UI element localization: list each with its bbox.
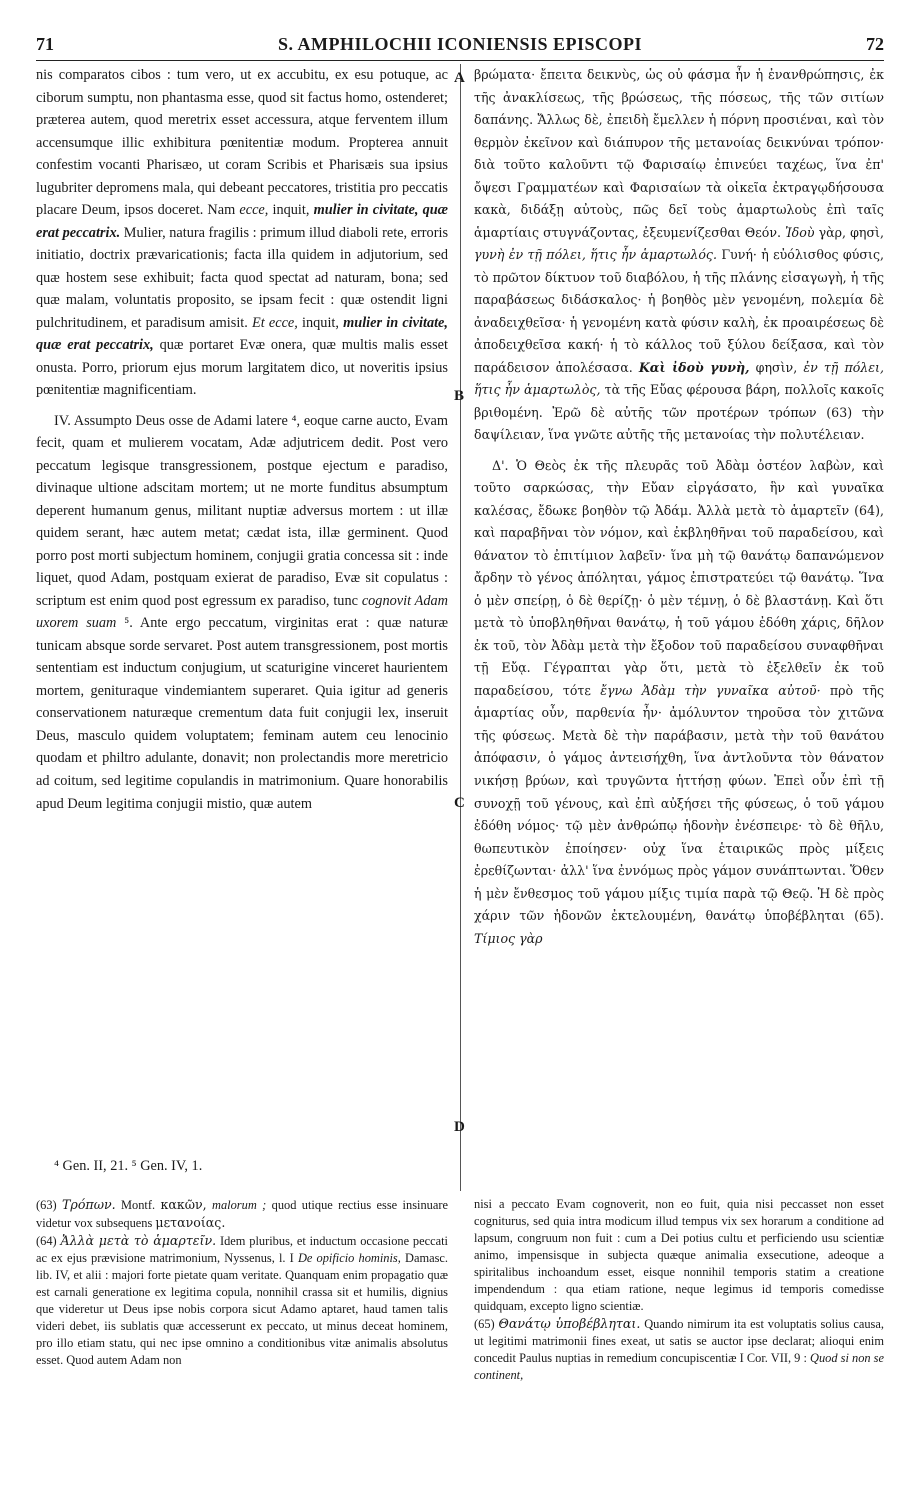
note-65: (65) Θανάτῳ ὑποβέβληται. Quando nimirum ita est voluptatis solius causa, ut legitimi matrimonii fines exeat, ut satis se auctor ipse declarat; alioqui enim concedit Paulus nuptias in remedium concupiscentiæ I Cor. VII, 9 : Quod si non se continent, [474, 1316, 885, 1382]
margin-letter-b: B [454, 388, 465, 404]
notes-left [36, 1196, 448, 1369]
header-rule [36, 60, 884, 61]
latin-paragraph-1: nis comparatos cibos : tum vero, ut ex accubitu, ex esu potuque, ac ciborum sumptu, non phantasma esse, quod sit factus homo, ostenderet; præterea autem, quod meretrix esset accessura, atque ferventem illum accensumque illic exhibitura pœnitentiæ modum. Propterea annuit confestim vocanti Pharisæo, ut coram Scribis et Pharisæis sua ipsius lugubriter depromens mala, qui debeant peccatores, tristitia pro peccatis placare Deum, ipsos doceret. Nam ecce, inquit, mulier in civitate, quæ erat peccatrix. Mulier, natura fragilis : primum illud diaboli rete, erroris initiatio, doctrix prævaricationis; facta illa quidem in adjutorium, sed quæ hostem sese exhibuit; facta quod spectat ad naturam, bona; sed quæ malam, voluntatis proposito, se ipsam fecit : quæ ostendit ligni pulchritudinem, et paradisum amisit. Et ecce, inquit, mulier in civitate, quæ erat peccatrix, quæ portaret Evæ onera, quæ multis malis esset onusta. Porro, priorum ejus morum largitatem dico, ut noveritis ipsius pœnitentiæ magnificentiam. [36, 67, 449, 399]
page-number-left: 71 [36, 34, 54, 54]
margin-letter-c: C [454, 795, 465, 811]
running-title: S. AMPHILOCHII ICONIENSIS EPISCOPI [277, 34, 643, 54]
page-number-right: 72 [866, 34, 884, 54]
latin-column [36, 64, 448, 815]
column-divider [460, 64, 461, 1191]
bible-references: ⁴ Gen. II, 21. ⁵ Gen. IV, 1. [54, 1158, 203, 1174]
notes-right [474, 1196, 884, 1384]
note-64-continued: nisi a peccato Evam cognoverit, non eo fuit, quia nisi peccasset non esset cogniturus, sed quia intra modicum illud tempus vix sex horarum a conditione ad lapsum, congruum non fuit : cum a Dei potius cultu et perficiendo usu scientiæ animo, impensisque in subjecta quæque animalia exsecutione, adeoque a spiritalibus inchoandum esset, eisque nonnihil temporis statim a creatione impendendum : qua etiam ratione, neque legimus id temporis comedisse quidquam, excepto ligno scientiæ. [474, 1197, 884, 1313]
margin-letter-a: A [454, 70, 465, 86]
note-64: (64) Ἀλλὰ μετὰ τὸ ἁμαρτεῖν. Idem pluribus, et inductum occasione peccati ac ex ejus prævisione matrimonium, Nyssenus, l. I De opificio hominis, Damasc. lib. IV, et alii : majori forte pietate quam veritate. Quanquam enim propagatio quæ est carnali generatione ex legitima copula, nonnihil crassa sit et humilis, dignius que videretur ut Deus ipse nobis corpora sicut Adamo aptaret, haud tamen talis videri debet, iis sublatis quæ accesserunt ex peccato, ut minus deceat hominem, pro illo etiam statu, qui nec ipse omnino a conditionibus vitæ animalis absolutus esset. Quod autem Adam non [36, 1233, 448, 1367]
greek-column [474, 64, 884, 950]
note-63: (63) Τρόπων. Montf. κακῶν, malorum ; quod utique rectius esse insinuare videtur vox subsequens μετανοίας. [36, 1197, 448, 1230]
latin-paragraph-2: IV. Assumpto Deus osse de Adami latere ⁴, eoque carne aucto, Evam fecit, quam et mulierem vocatam, Adæ adjutricem dedit. Post vero peccatum legisque transgressionem, postque ejectum e paradiso, divinaque ultione adscitam mortem; ut ne morte funditus absumptum deperent humanum genus, militant nuptiæ adversus mortem : ut illæ quidem serant, hæc autem metat; cædat ista, illæ germinent. Quod porro post morti subjectum hominem, conjugii gratia concessa sit : inde liquet, quod Adam, postquam exierat de paradiso, Evæ sit copulatus : scriptum est enim quod post egressum ex paradiso, tunc cognovit Adam uxorem suam ⁵. Ante ergo peccatum, virginitas erat : quæ naturæ tunicam absque sorde servaret. Post autem transgressionem, post mortis sententiam est inductum conjugium, ut scaturigine vinceret haurientem mortem, genituraque vindemiantem superaret. Quia igitur ad generis conservationem naturæque crementum data fuit conjugii lex, inseruit Deus, masculo quidem voluptatem; feminam autem ceu lenocinio quodam et philtro adulante, donavit; non prolectandis more meretricio ad coitum, sed legitime copulandis in matrimonium. Quare honorabilis apud Deum legitima conjugii mistio, quæ autem [36, 412, 449, 812]
page-header [36, 34, 884, 58]
greek-paragraph-2: Δ'. Ὁ Θεὸς ἐκ τῆς πλευρᾶς τοῦ Ἀδὰμ ὀστέον λαβὼν, καὶ τοῦτο σαρκώσας, τὴν Εὔαν εἰργάσατο, ἣν καὶ γυναῖκα καλέσας, ἔδωκε βοηθὸν τῷ Ἀδάμ. Ἀλλὰ μετὰ τὸ ἁμαρτεῖν (64), καὶ παραβῆναι τὸν νόμον, καὶ ἐκβληθῆναι τοῦ παραδείσου, καὶ θάνατον τὸ ἐπιτίμιον λαβεῖν· ἵνα μὴ τῷ θανάτῳ δαπανώμενον ἄρδην τὸ γένος ἀπόληται, γάμος ἐπιστρατεύει τῷ θανάτῳ. Ἵνα ὁ μὲν σπείρῃ, ὁ δὲ θερίζῃ· ὁ μὲν τέμνῃ, ὁ δὲ βλαστάνῃ. Καὶ ὅτι μετὰ τὸ ὑποβληθῆναι θανάτῳ, ἡ τοῦ γάμου ἐδόθη χάρις, δῆλον ἐκ τοῦ, τὸν Ἀδὰμ μετὰ τὴν ἔξοδον τοῦ παραδείσου συναφθῆναι τῇ Εὔᾳ. Γέγραπται γὰρ ὅτι, μετὰ τὸ ἐξελθεῖν ἐκ τοῦ παραδείσου, τότε ἔγνω Ἀδὰμ τὴν γυναῖκα αὐτοῦ· πρὸ τῆς ἁμαρτίας οὖν, παρθενία ἦν· ἀμόλυντον τηροῦσα τὸν χιτῶνα τῆς φύσεως. Μετὰ δὲ τὴν παράβασιν, μετὰ τὴν τοῦ θανάτου ἀπόφασιν, ὁ γάμος ἀντεισήχθη, ἵνα ἀντλοῦντα τὸν θάνατον νικήσῃ βρύων, καὶ τρυγῶντα ἡττήσῃ φύων. Ἐπεὶ οὖν ἐπὶ τῇ συνοχῇ τοῦ γένους, καὶ ἐπὶ αὐξήσει τῆς φύσεως, ὁ τοῦ γάμου ἐδόθη νόμος· τῷ μὲν ἀνθρώπῳ ἡδονὴν ἐνέσπειρε· τὸ δὲ θῆλυ, θωπευτικὸν ἐποίησεν· οὐχ ἵνα ἑταιρικῶς πρὸς μίξεις ἐρεθίζωνται· ἀλλ' ἵνα ἐννόμως πρὸς γάμον συνάπτωνται. Ὅθεν ἡ μὲν ἔνθεσμος τοῦ γάμου μίξις τιμία παρὰ τῷ Θεῷ. Ἡ δὲ πρὸς χάριν τῶν ἡδονῶν ἐκτελουμένη, θανάτῳ ὑποβέβληται (65). Τίμιος γὰρ [474, 457, 885, 946]
margin-letter-d: D [454, 1119, 465, 1135]
greek-paragraph-1: βρώματα· ἔπειτα δεικνὺς, ὡς οὐ φάσμα ἦν ἡ ἐνανθρώπησις, ἐκ τῆς ἀνακλίσεως, τῆς βρώσεως, τῆς πόσεως, τῆς τῶν σιτίων δαπάνης. Ἄλλως δὲ, ἐπειδὴ ἔμελλεν ἡ πόρνη προσιέναι, καὶ τὸν θερμὸν ἐκεῖνον καὶ διάπυρον τῆς μετανοίας δεικνύναι τρόπον· διὰ τοῦτο καλοῦντι τῷ Φαρισαίῳ ἐπινεύει ταχέως, ἵνα ἐπ' ὄψεσι Γραμματέων καὶ Φαρισαίων τὰ οἰκεῖα ἐκτραγῳδήσουσα κακὰ, διδάξῃ αὐτοὺς, πῶς δεῖ τοὺς ἁμαρτωλοὺς ἐπὶ ταῖς ἁμαρτίαις στυγνάζοντας, ἐξευμενίζεσθαι Θεόν. Ἰδοὺ γὰρ, φησὶ, γυνὴ ἐν τῇ πόλει, ἥτις ἦν ἁμαρτωλός. Γυνή· ἡ εὐόλισθος φύσις, τὸ πρῶτον δίκτυον τοῦ διαβόλου, ἡ τῆς πλάνης εἰσαγωγὴ, ἡ τῆς παραβάσεως διδάσκαλος· ἡ βοηθὸς μὲν γενομένη, πολεμία δὲ ἀναδειχθεῖσα· ἡ γενομένη κατὰ φύσιν καλὴ, ἐκ προαιρέσεως δὲ ἀποδειχθεῖσα κακή· ἡ τὸ κάλλος τοῦ ξύλου δείξασα, καὶ τὸν παράδεισον ἀπολέσασα. Καὶ ἰδοὺ γυνὴ, φησὶν, ἐν τῇ πόλει, ἥτις ἦν ἁμαρτωλὸς, τὰ τῆς Εὔας φέρουσα βάρη, πολλοῖς κακοῖς βριθομένη. Ἐρῶ δὲ αὐτῆς τῶν προτέρων τρόπων (63) τὴν δαψίλειαν, ἵνα γνῶτε αὐτῆς τῆς μετανοίας τὴν πολυτέλειαν. [474, 67, 885, 443]
